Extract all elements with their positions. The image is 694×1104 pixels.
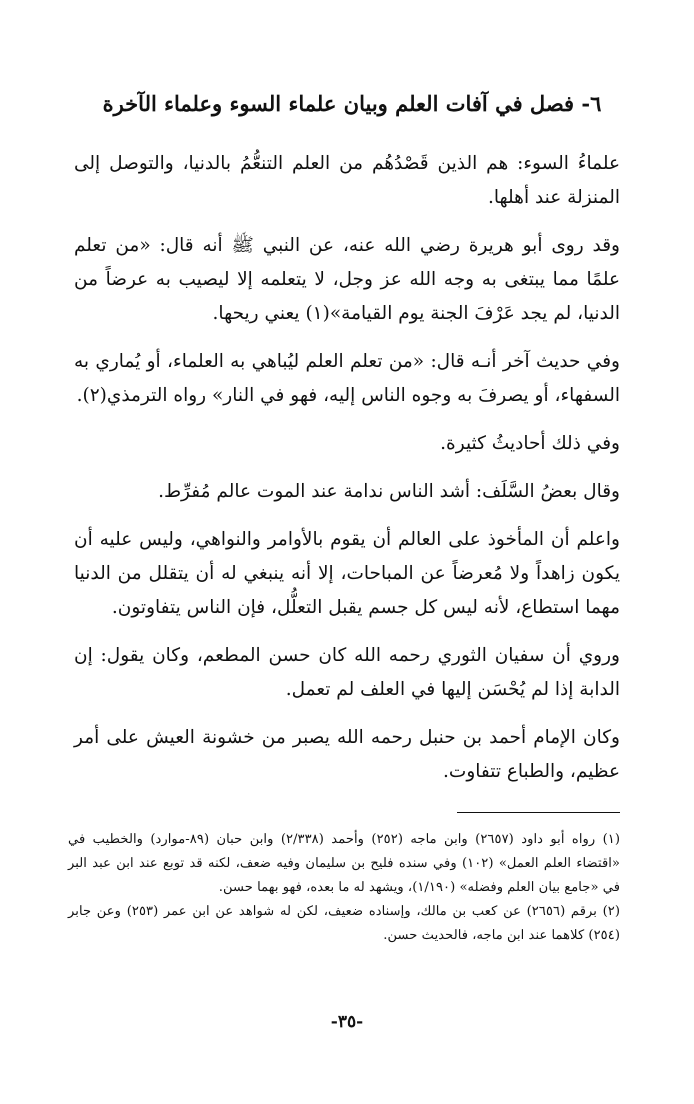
paragraph-8: وكان الإمام أحمد بن حنبل رحمه الله يصبر من خشونة العيش على أمر عظيم، والطباع تتفاوت. bbox=[74, 727, 620, 782]
main-text bbox=[74, 147, 620, 803]
paragraph-3: وفي حديث آخر أنـه قال: «من تعلم العلم ليُباهي به العلماء، أو يُماري به السفهاء، أو يصرفَ به وجوه الناس إليه، فهو في النار» رواه الترمذي(٢). bbox=[74, 351, 620, 406]
paragraph-1: علماءُ السوء: هم الذين قَصْدُهُم من العلم التنعُّمُ بالدنيا، والتوصل إلى المنزلة عند أهلها. bbox=[74, 153, 620, 208]
chapter-title: ٦- فصل في آفات العلم وبيان علماء السوء وعلماء الآخرة bbox=[102, 91, 602, 116]
paragraph-6: واعلم أن المأخوذ على العالم أن يقوم بالأوامر والنواهي، وليس عليه أن يكون زاهداً ولا مُعرضاً عن المباحات، إلا أنه ينبغي له أن يتقلل من الدنيا مهما استطاع، لأنه ليس كل جسم يقبل التعلُّل، فإن الناس يتفاوتون. bbox=[74, 529, 620, 618]
footnotes bbox=[68, 828, 620, 948]
paragraph-7: وروي أن سفيان الثوري رحمه الله كان حسن المطعم، وكان يقول: إن الدابة إذا لم يُحْسَن إليها في العلف لم تعمل. bbox=[74, 645, 620, 700]
paragraph-4: وفي ذلك أحاديثُ كثيرة. bbox=[440, 433, 620, 454]
footnote-2: (٢) برقم (٢٦٥٦) عن كعب بن مالك، وإسناده ضعيف، لكن له شواهد عن ابن عمر (٢٥٣) وعن جابر (٢٥٤) كلاهما عند ابن ماجه، فالحديث حسن. bbox=[68, 904, 621, 943]
footnote-1: (١) رواه أبو داود (٢٦٥٧) وابن ماجه (٢٥٢) وأحمد (٢/٣٣٨) وابن حبان (٨٩-موارد) والخطيب في «اقتضاء العلم العمل» (١٠٢) وفي سنده فليح بن سليمان وفيه ضعف، لكنه قد توبع عند ابن عبد البر في «جامع بيان العلم وفضله» (١/١٩٠)، ويشهد له ما بعده، فهو بهما حسن. bbox=[68, 832, 620, 895]
footnote-separator bbox=[457, 812, 620, 813]
paragraph-2: وقد روى أبو هريرة رضي الله عنه، عن النبي ﷺ أنه قال: «من تعلم علمًا مما يبتغى به وجه الله عز وجل، لا يتعلمه إلا ليصيب به عرضاً من الدنيا، لم يجد عَرْفَ الجنة يوم القيامة»(١) يعني ريحها. bbox=[74, 235, 620, 324]
paragraph-5: وقال بعضُ السَّلَف: أشد الناس ندامة عند الموت عالم مُفرِّط. bbox=[158, 481, 620, 502]
page-number: -٣٥- bbox=[330, 1012, 364, 1032]
